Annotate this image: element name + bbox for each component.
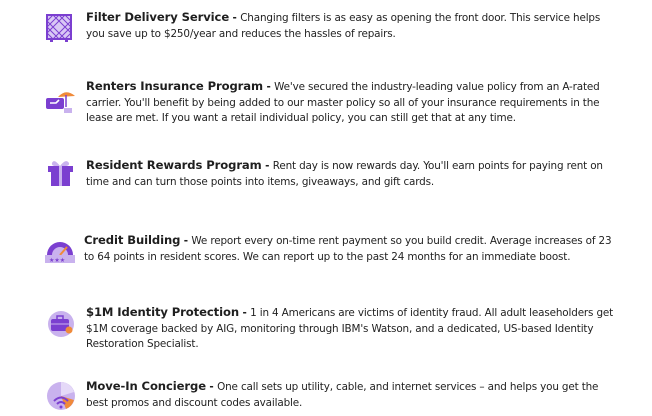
- umbrella-icon: [44, 87, 78, 119]
- benefit-title: Move-In Concierge: [86, 379, 206, 393]
- benefit-separator: -: [261, 160, 273, 172]
- benefit-text: [86, 79, 616, 127]
- benefit-separator: -: [180, 235, 192, 247]
- benefit-text: [86, 158, 616, 190]
- benefit-title: $1M Identity Protection: [86, 305, 239, 319]
- benefit-description: One call sets up utility, cable, and internet services – and helps you get the best promos and discount codes available.: [86, 381, 599, 409]
- gift-icon: [44, 158, 78, 190]
- wifi-pie-icon: [44, 380, 78, 412]
- benefit-title: Resident Rewards Program: [86, 158, 262, 172]
- benefit-description: We've secured the industry-leading value policy from an A-rated carrier. You'll benefit by being added to our master policy so all of your insurance requirements in the lease are met. If you want a retail individual policy, you can still get that at any time.: [86, 81, 600, 125]
- benefit-separator: -: [205, 381, 218, 393]
- benefit-description: We report every on-time rent payment so you build credit. Average increases of 23 to 64 points in resident scores. We can report up to the past 24 months for an immediate boost.: [84, 235, 612, 263]
- benefit-title: Credit Building: [84, 233, 181, 247]
- benefit-text: [86, 379, 616, 411]
- benefit-description: Rent day is now rewards day. You'll earn points for paying rent on time and can turn those points into items, giveaways, and gift cards.: [86, 160, 603, 188]
- credit-gauge-icon: [43, 235, 77, 267]
- identity-card-icon: [44, 309, 78, 341]
- benefit-title: Renters Insurance Program: [86, 79, 263, 93]
- svg-text:★★★: ★★★: [49, 257, 66, 264]
- benefit-text: [86, 305, 616, 353]
- benefit-description: 1 in 4 Americans are victims of identity fraud. All adult leaseholders get $1M coverage backed by AIG, monitoring through IBM's Watson, and a dedicated, US-based Identity Restoration Specialist.: [86, 307, 614, 351]
- benefit-separator: -: [238, 307, 251, 319]
- filter-icon: [44, 12, 78, 44]
- benefit-text: [86, 10, 616, 42]
- benefit-text: [84, 233, 614, 265]
- benefit-title: Filter Delivery Service: [86, 10, 230, 24]
- benefit-separator: -: [229, 12, 241, 24]
- benefit-description: Changing filters is as easy as opening the front door. This service helps you save up to $250/year and reduces the hassles of repairs.: [86, 12, 601, 40]
- benefit-separator: -: [263, 81, 275, 93]
